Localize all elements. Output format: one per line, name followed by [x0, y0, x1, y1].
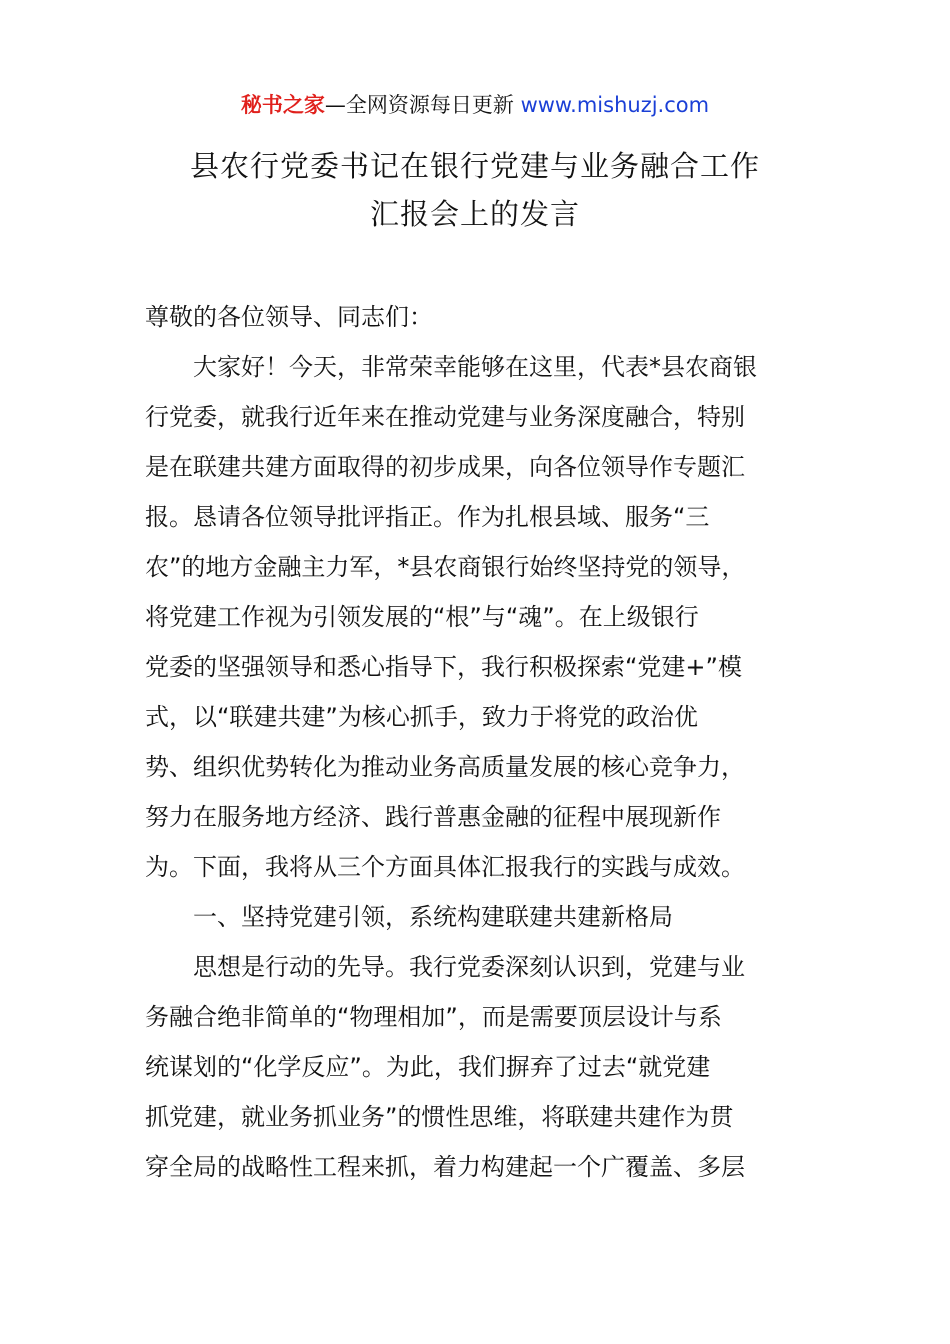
- paragraph-line: 式，以“联建共建”为核心抓手，致力于将党的政治优: [145, 703, 698, 731]
- section-heading: 一、坚持党建引领，系统构建联建共建新格局: [193, 903, 673, 931]
- paragraph-line: 努力在服务地方经济、践行普惠金融的征程中展现新作: [145, 803, 721, 831]
- salutation: 尊敬的各位领导、同志们：: [145, 303, 433, 331]
- site-url[interactable]: www.mishuzj.com: [520, 93, 710, 117]
- title-line-2: 汇报会上的发言: [369, 197, 580, 231]
- paragraph-line: 农”的地方金融主力军，*县农商银行始终坚持党的领导，: [145, 553, 746, 581]
- document-body: [145, 292, 807, 1192]
- paragraph-line: 是在联建共建方面取得的初步成果，向各位领导作专题汇: [145, 453, 745, 481]
- header-tagline: —全网资源每日更新: [324, 93, 521, 117]
- paragraph-line: 报。恳请各位领导批评指正。作为扎根县域、服务“三: [145, 503, 710, 531]
- paragraph-line: 行党委，就我行近年来在推动党建与业务深度融合，特别: [145, 403, 745, 431]
- paragraph-line: 穿全局的战略性工程来抓，着力构建起一个广覆盖、多层: [145, 1153, 745, 1181]
- paragraph-line: 抓党建，就业务抓业务”的惯性思维，将联建共建作为贯: [145, 1103, 734, 1131]
- brand-name: 秘书之家: [240, 93, 325, 117]
- paragraph-line: 务融合绝非简单的“物理相加”，而是需要顶层设计与系: [145, 1003, 722, 1031]
- paragraph-line: 将党建工作视为引领发展的“根”与“魂”。在上级银行: [145, 603, 699, 631]
- title-line-1: 县农行党委书记在银行党建与业务融合工作: [189, 149, 760, 183]
- paragraph-line: 为。下面，我将从三个方面具体汇报我行的实践与成效。: [145, 853, 745, 881]
- paragraph-line: 势、组织优势转化为推动业务高质量发展的核心竞争力，: [145, 753, 745, 781]
- site-header: [0, 88, 950, 122]
- paragraph-line: 大家好！今天，非常荣幸能够在这里，代表*县农商银: [193, 353, 757, 381]
- paragraph-line: 思想是行动的先导。我行党委深刻认识到，党建与业: [193, 953, 745, 981]
- paragraph-line: 党委的坚强领导和悉心指导下，我行积极探索“党建+”模: [145, 653, 742, 681]
- document-title: [0, 142, 950, 238]
- paragraph-line: 统谋划的“化学反应”。为此，我们摒弃了过去“就党建: [145, 1053, 711, 1081]
